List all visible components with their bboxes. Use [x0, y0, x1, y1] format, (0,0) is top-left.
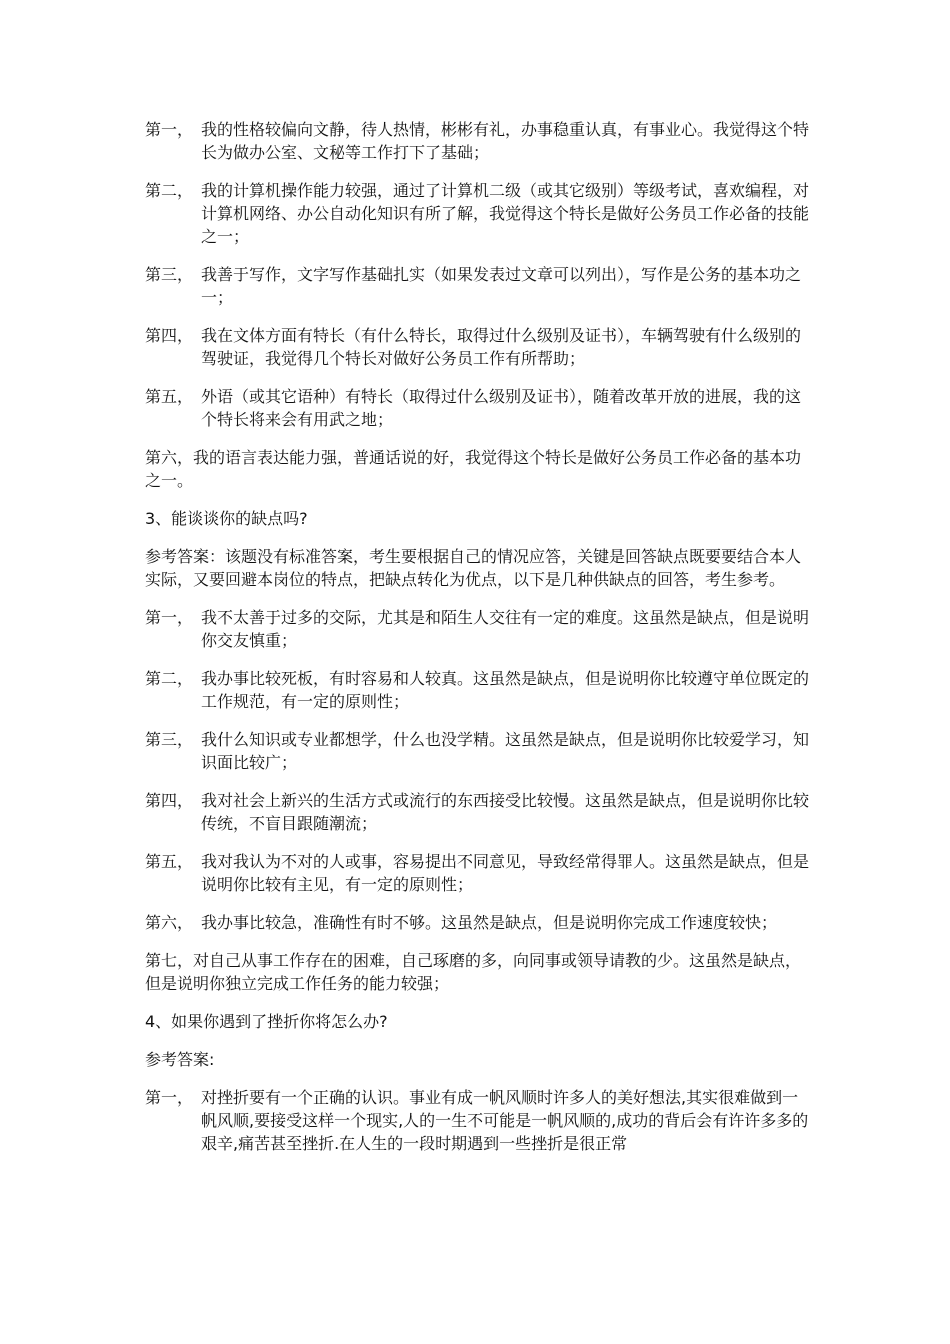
item-text: 我不太善于过多的交际，尤其是和陌生人交往有一定的难度。这虽然是缺点，但是说明你交友慎重；	[201, 608, 810, 650]
item-number: 第五，	[145, 387, 194, 406]
list-item	[145, 667, 810, 713]
list-item	[145, 728, 810, 774]
list-item	[145, 179, 810, 248]
item-number: 第三，	[145, 265, 194, 284]
document-body	[145, 118, 810, 1170]
list-item	[145, 606, 810, 652]
answer-intro: 参考答案：该题没有标准答案，考生要根据自己的情况应答，关键是回答缺点既要要结合本人实际，又要回避本岗位的特点，把缺点转化为优点，以下是几种供缺点的回答，考生参考。	[145, 547, 802, 589]
list-item	[145, 263, 810, 309]
item-text: 我在文体方面有特长（有什么特长，取得过什么级别及证书），车辆驾驶有什么级别的驾驶证，我觉得几个特长对做好公务员工作有所帮助；	[201, 326, 802, 368]
item-number: 第六，	[145, 913, 194, 932]
answer-label: 参考答案:	[145, 1050, 215, 1069]
paragraph: 第六，我的语言表达能力强，普通话说的好，我觉得这个特长是做好公务员工作必备的基本功之一。	[145, 448, 802, 490]
question-heading: 4、如果你遇到了挫折你将怎么办?	[145, 1012, 388, 1031]
item-number: 第一，	[145, 1088, 194, 1107]
list-item	[145, 385, 810, 431]
item-number: 第一，	[145, 608, 194, 627]
item-text: 外语（或其它语种）有特长（取得过什么级别及证书），随着改革开放的进展，我的这个特长将来会有用武之地；	[201, 387, 802, 429]
item-number: 第二，	[145, 181, 194, 200]
item-number: 第四，	[145, 791, 194, 810]
item-text: 我善于写作，文字写作基础扎实（如果发表过文章可以列出），写作是公务的基本功之一；	[201, 265, 802, 307]
list-item	[145, 118, 810, 164]
item-text: 我办事比较急，准确性有时不够。这虽然是缺点，但是说明你完成工作速度较快；	[201, 913, 778, 932]
list-item	[145, 789, 810, 835]
item-number: 第二，	[145, 669, 194, 688]
paragraph: 第七，对自己从事工作存在的困难，自己琢磨的多，向同事或领导请教的少。这虽然是缺点，但是说明你独立完成工作任务的能力较强；	[145, 951, 802, 993]
item-text: 我对社会上新兴的生活方式或流行的东西接受比较慢。这虽然是缺点，但是说明你比较传统，不盲目跟随潮流；	[201, 791, 810, 833]
item-text: 我对我认为不对的人或事，容易提出不同意见，导致经常得罪人。这虽然是缺点，但是说明你比较有主见，有一定的原则性；	[201, 852, 810, 894]
list-item	[145, 324, 810, 370]
item-number: 第五，	[145, 852, 194, 871]
item-text: 我的计算机操作能力较强，通过了计算机二级（或其它级别）等级考试，喜欢编程，对计算机网络、办公自动化知识有所了解，我觉得这个特长是做好公务员工作必备的技能之一；	[201, 181, 810, 246]
item-number: 第三，	[145, 730, 194, 749]
list-item	[145, 850, 810, 896]
item-number: 第四，	[145, 326, 194, 345]
question-heading: 3、能谈谈你的缺点吗?	[145, 509, 308, 528]
list-item	[145, 1086, 810, 1155]
item-text: 对挫折要有一个正确的认识。事业有成一帆风顺时许多人的美好想法,其实很难做到一帆风顺,要接受这样一个现实,人的一生不可能是一帆风顺的,成功的背后会有许许多多的艰辛,痛苦甚至挫折.在人生的一段时期遇到一些挫折是很正常	[201, 1088, 809, 1153]
item-text: 我的性格较偏向文静，待人热情，彬彬有礼，办事稳重认真，有事业心。我觉得这个特长为做办公室、文秘等工作打下了基础；	[201, 120, 810, 162]
list-item	[145, 911, 810, 934]
item-number: 第一，	[145, 120, 194, 139]
item-text: 我什么知识或专业都想学，什么也没学精。这虽然是缺点，但是说明你比较爱学习，知识面比较广；	[201, 730, 810, 772]
item-text: 我办事比较死板，有时容易和人较真。这虽然是缺点，但是说明你比较遵守单位既定的工作规范，有一定的原则性；	[201, 669, 810, 711]
